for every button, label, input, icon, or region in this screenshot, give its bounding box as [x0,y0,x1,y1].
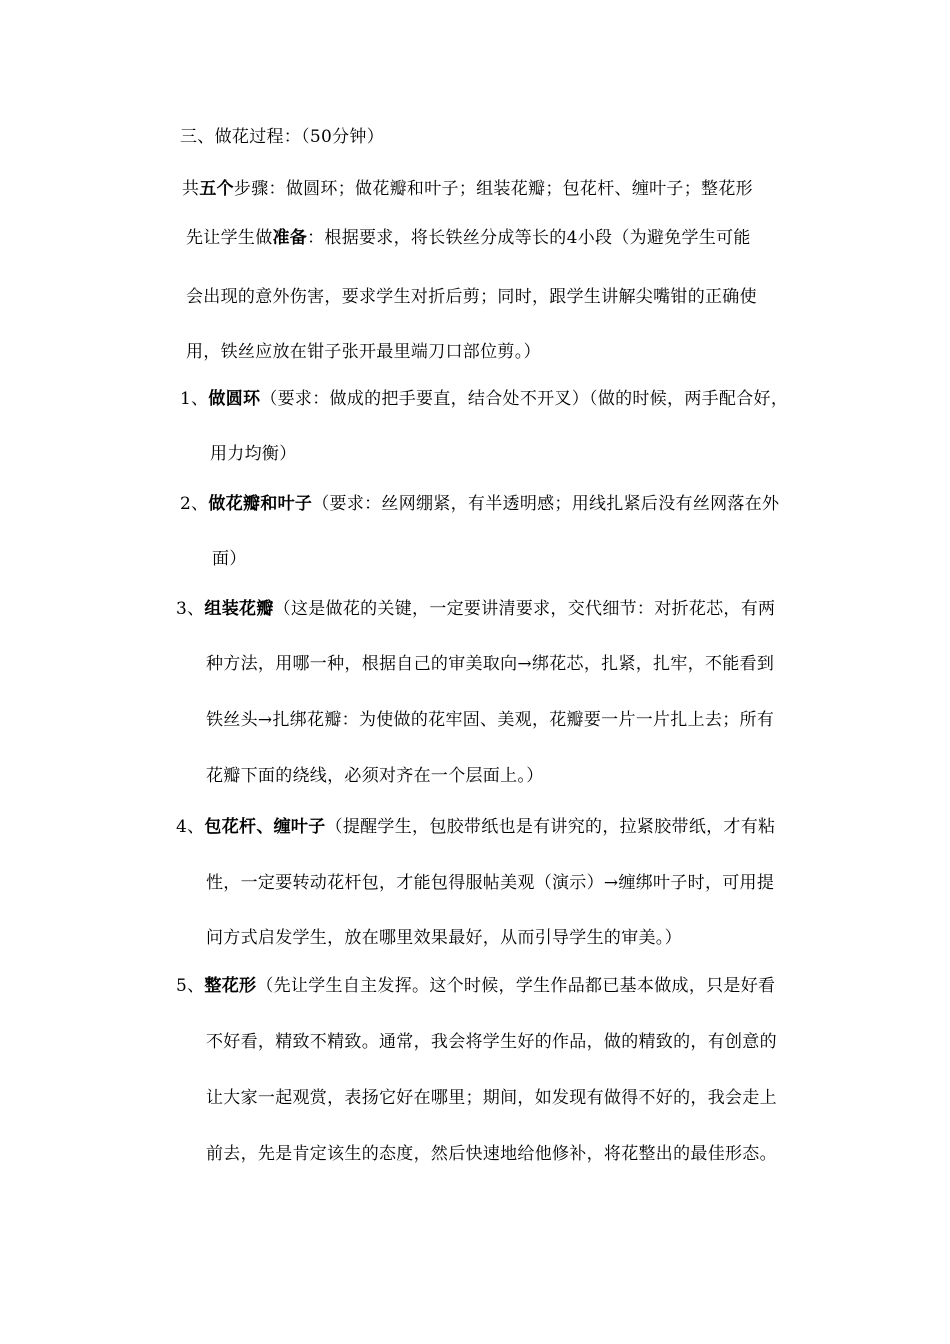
list-item-5-line-4: 前去，先是肯定该生的态度，然后快速地给他修补，将花整出的最佳形态。 [206,1144,777,1164]
section-title: 三、做花过程：（50分钟） [180,127,385,147]
list-item-1-line-2: 用力均衡） [210,444,297,464]
list-item-text: （提醒学生，包胶带纸也是有讲究的，拉紧胶带纸，才有粘 [325,817,776,837]
list-item-text: （要求：做成的把手要直，结合处不开叉）（做的时候，两手配合好， [260,389,789,409]
list-item-heading: 组装花瓣 [204,599,274,619]
list-item-3-line-4: 花瓣下面的绕线，必须对齐在一个层面上。） [206,766,544,786]
list-item-3-line-3: 铁丝头→扎绑花瓣：为使做的花牢固、美观，花瓣要一片一片扎上去；所有 [206,710,775,730]
list-item-5-line-3: 让大家一起观赏，表扬它好在哪里；期间，如发现有做得不好的，我会走上 [206,1088,777,1108]
prep-line-2: 会出现的意外伤害，要求学生对折后剪；同时，跟学生讲解尖嘴钳的正确使 [186,287,757,307]
prep-bold: 准备 [272,228,308,248]
list-item-text: （这是做花的关键，一定要讲清要求，交代细节：对折花芯，有两 [273,599,776,619]
list-item-number: 4、 [176,817,205,837]
list-item-3-line-2: 种方法，用哪一种，根据自己的审美取向→绑花芯，扎紧，扎牢，不能看到 [206,654,775,674]
list-item-2-line-1 [180,492,779,516]
steps-pre: 共 [182,179,200,199]
list-item-4-line-3: 问方式启发学生，放在哪里效果最好，从而引导学生的审美。） [206,928,682,948]
list-item-heading: 做圆环 [208,389,261,409]
steps-summary [182,177,753,201]
list-item-text: （要求：丝网绷紧，有半透明感；用线扎紧后没有丝网落在外 [312,494,780,514]
steps-bold: 五个 [199,179,234,199]
list-item-number: 3、 [176,599,205,619]
prep-line-3: 用，铁丝应放在钳子张开最里端刀口部位剪。） [186,342,541,362]
list-item-text: （先让学生自主发挥。这个时候，学生作品都已基本做成，只是好看 [256,976,776,996]
prep-text-1: ：根据要求，将长铁丝分成等长的4小段（为避免学生可能 [307,228,751,248]
list-item-2-line-2: 面） [212,549,247,569]
list-item-number: 1、 [180,389,209,409]
list-item-heading: 整花形 [204,976,257,996]
list-item-4-line-2: 性，一定要转动花杆包，才能包得服帖美观（演示）→缠绑叶子时，可用提 [206,873,775,893]
list-item-number: 2、 [180,494,209,514]
list-item-5-line-1 [176,974,775,998]
list-item-heading: 包花杆、缠叶子 [204,817,326,837]
prep-line-1 [186,226,751,250]
prep-pre: 先让学生做 [186,228,273,248]
list-item-4-line-1 [176,815,775,839]
steps-post: 步骤：做圆环；做花瓣和叶子；组装花瓣；包花杆、缠叶子；整花形 [233,179,753,199]
list-item-3-line-1 [176,597,775,621]
list-item-1-line-1 [180,387,788,411]
list-item-5-line-2: 不好看，精致不精致。通常，我会将学生好的作品，做的精致的，有创意的 [206,1032,777,1052]
list-item-heading: 做花瓣和叶子 [208,494,313,514]
list-item-number: 5、 [176,976,205,996]
